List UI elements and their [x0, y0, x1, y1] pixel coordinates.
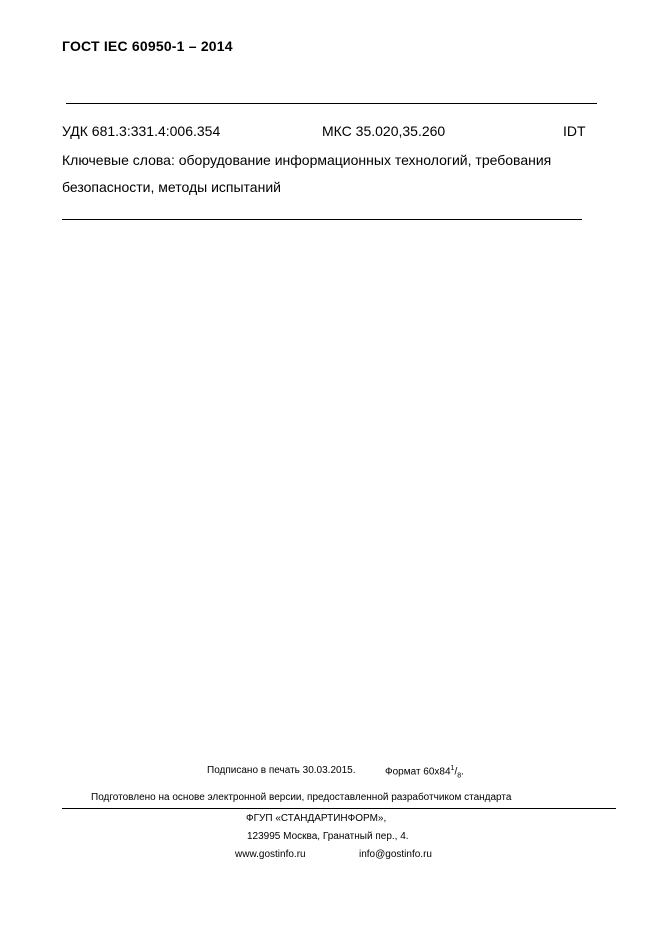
signed-date: Подписано в печать 30.03.2015.: [207, 765, 356, 776]
publisher-email[interactable]: info@gostinfo.ru: [359, 849, 432, 860]
keywords-rule: [62, 219, 582, 220]
publisher-name: ФГУП «СТАНДАРТИНФОРМ»,: [246, 813, 387, 824]
publisher-website[interactable]: www.gostinfo.ru: [235, 849, 306, 860]
udc-code: УДК 681.3:331.4:006.354: [62, 123, 221, 139]
keywords-line-2: безопасности, методы испытаний: [62, 179, 281, 195]
print-format-prefix: Формат 60x84: [385, 766, 451, 778]
publisher-address: 123995 Москва, Гранатный пер., 4.: [247, 831, 409, 842]
print-format-numerator: 1: [450, 765, 455, 772]
imprint-rule: [62, 808, 616, 809]
top-rule: [66, 103, 597, 104]
document-title: ГОСТ IEC 60950-1 – 2014: [62, 38, 233, 54]
mks-code: МКС 35.020,35.260: [322, 123, 446, 139]
prepared-note: Подготовлено на основе электронной версии, предоставленной разработчиком стандарта: [91, 792, 512, 803]
print-format-denominator: 8: [457, 772, 462, 780]
keywords-line-1: Ключевые слова: оборудование информационных технологий, требования: [62, 152, 552, 168]
idt-label: IDT: [563, 123, 586, 139]
print-format: Формат $60x84^1/_8$.: [385, 765, 464, 780]
